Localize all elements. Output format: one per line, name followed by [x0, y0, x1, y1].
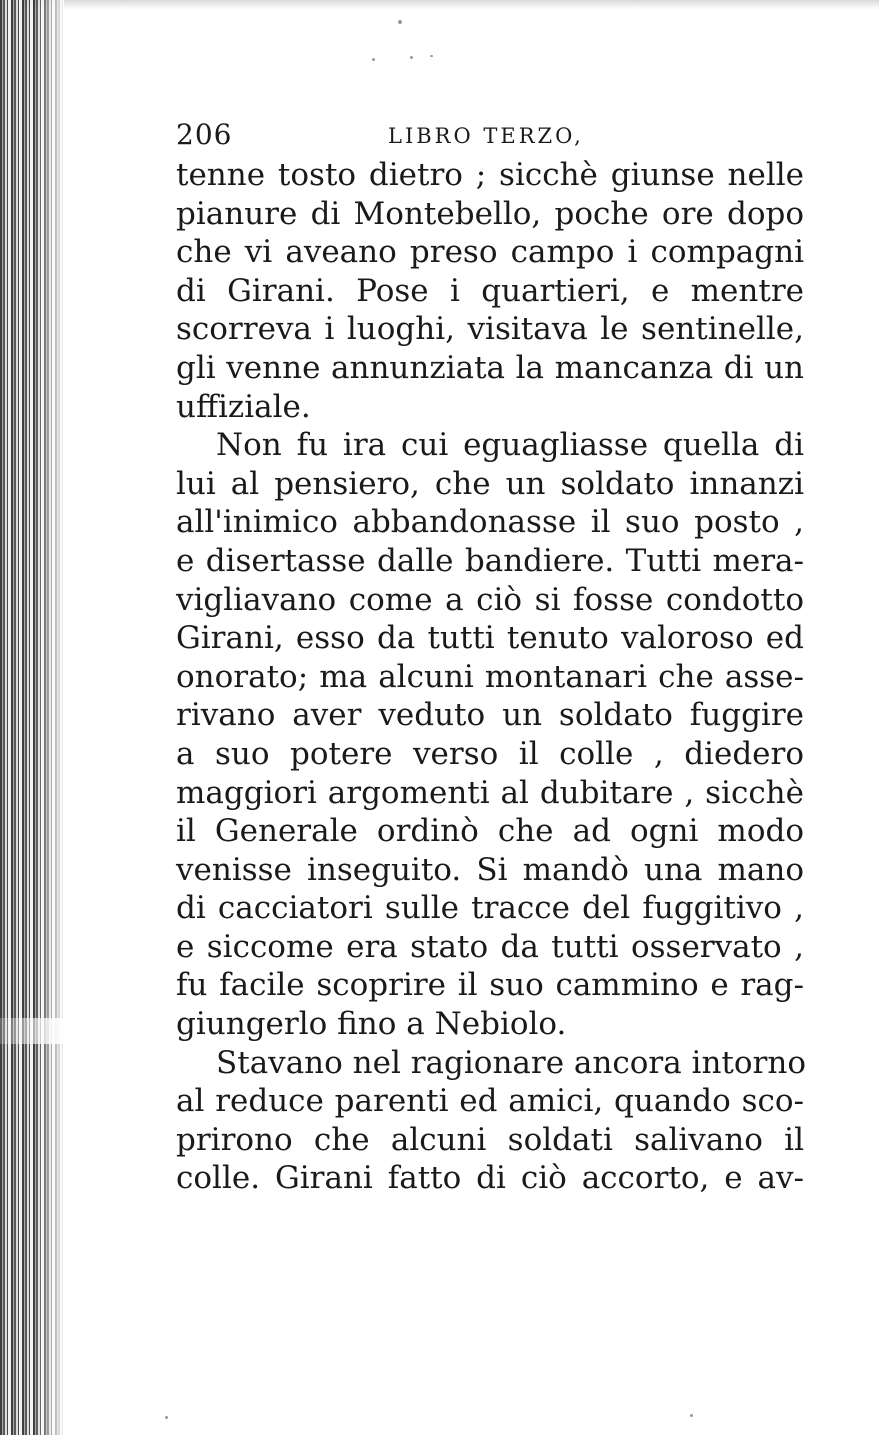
page-number: 206 — [176, 118, 233, 151]
binding-gap — [0, 1018, 64, 1044]
text-line: pianure di Montebello, poche ore dopo — [176, 195, 804, 232]
text-line: venisse inseguito. Si mandò una mano — [176, 851, 804, 888]
text-line: fu facile scoprire il suo cammino e rag- — [176, 967, 804, 1004]
text-line: tenne tosto dietro ; sicchè giunse nelle — [176, 157, 804, 193]
page-header — [176, 118, 806, 158]
text-line: all'inimico abbandonasse il suo posto , — [176, 504, 804, 541]
text-line: rivano aver veduto un soldato fuggire — [176, 697, 804, 734]
ink-speck — [372, 58, 375, 61]
text-line: a suo potere verso il colle , diedero — [176, 735, 804, 772]
text-line: maggiori argomenti al dubitare , sicchè — [176, 774, 804, 811]
text-line: di cacciatori sulle tracce del fuggitivo , — [176, 890, 804, 927]
text-line: e disertasse dalle bandiere. Tutti mera- — [176, 542, 804, 579]
body-text — [176, 156, 804, 1198]
text-line: il Generale ordinò che ad ogni modo — [176, 813, 804, 850]
ink-speck — [410, 56, 413, 59]
binding-shadow — [0, 0, 64, 1435]
paragraph-first-line: Non fu ira cui eguagliasse quella di — [216, 427, 804, 464]
text-line: che vi aveano preso campo i compagni — [176, 234, 804, 271]
text-line: prirono che alcuni soldati salivano il — [176, 1121, 804, 1158]
ink-speck — [430, 55, 433, 57]
text-line: uffiziale. — [176, 388, 311, 425]
text-line: di Girani. Pose i quartieri, e mentre — [176, 272, 804, 309]
text-line: e siccome era stato da tutti osservato , — [176, 928, 804, 965]
text-line: Girani, esso da tutti tenuto valoroso ed — [176, 620, 804, 657]
text-line: giungerlo fino a Nebiolo. — [176, 1006, 567, 1043]
ink-speck — [690, 1414, 693, 1417]
text-line: vigliavano come a ciò si fosse condotto — [176, 581, 804, 618]
text-line: lui al pensiero, che un soldato innanzi — [176, 465, 804, 502]
running-head: LIBRO TERZO, — [388, 124, 584, 148]
ink-speck — [398, 20, 402, 24]
text-line: gli venne annunziata la mancanza di un — [176, 349, 804, 386]
text-line: onorato; ma alcuni montanari che asse- — [176, 658, 804, 695]
text-line: colle. Girani fatto di ciò accorto, e av- — [176, 1160, 804, 1197]
ink-speck — [165, 1416, 168, 1419]
paragraph-first-line: Stavano nel ragionare ancora intorno — [216, 1044, 806, 1081]
scan-top-edge — [22, 0, 879, 10]
text-line: al reduce parenti ed amici, quando sco- — [176, 1083, 804, 1120]
text-line: scorreva i luoghi, visitava le sentinelle, — [176, 311, 804, 348]
